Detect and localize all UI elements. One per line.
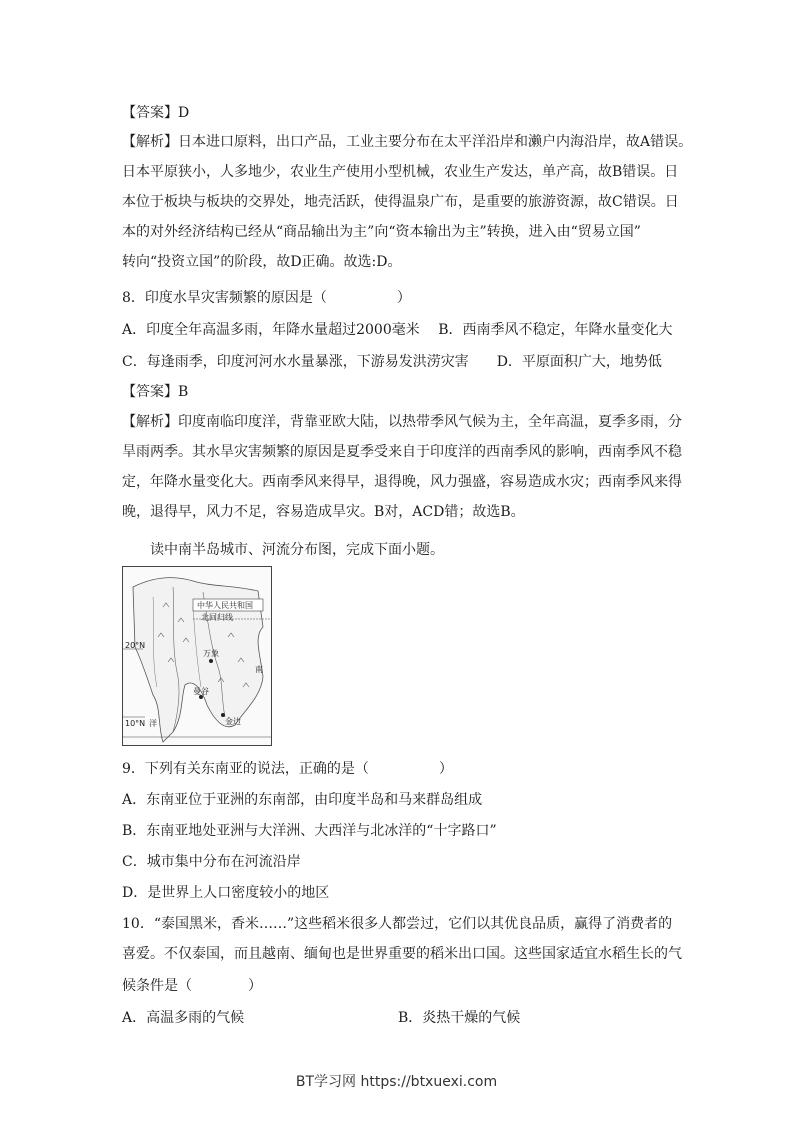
map-label-ocean: 洋: [149, 719, 157, 728]
question-9-option-b: B．东南亚地处亚洲与大洋洲、大西洋与北冰洋的“十字路口”: [122, 823, 497, 839]
question-10-stem-line: 10．“泰国黑米，香米……”这些稻米很多人都尝过，它们以其优良品质，赢得了消费者的: [122, 916, 673, 932]
analysis-line: 晚，退得早，风力不足，容易造成旱灾。B对，ACD错；故选B。: [122, 504, 525, 520]
map-label-phnompenh: 金边: [225, 717, 241, 726]
analysis-line: 日本平原狭小，人多地少，农业生产使用小型机械，农业生产发达，单产高，故B错误。日: [122, 164, 679, 180]
map-label-20n: 20°N: [125, 641, 146, 650]
answer-label: 【答案】D: [122, 105, 190, 121]
question-10-option-b: B．炎热干燥的气候: [398, 1010, 521, 1026]
analysis-line: 本位于板块与板块的交界处，地壳活跃，使得温泉广布，是重要的旅游资源，故C错误。日: [122, 194, 679, 210]
question-10-stem-line: 候条件是（ ）: [122, 978, 262, 994]
analysis-line: 定，年降水量变化大。西南季风来得早，退得晚，风力强盛，容易造成水灾；西南季风来得: [122, 474, 682, 490]
indochina-map: [122, 566, 272, 746]
footer-watermark: BT学习网 https://btxuexi.com: [295, 1074, 498, 1090]
map-label-tropic: 北回归线: [201, 613, 233, 622]
answer-label: 【答案】B: [122, 384, 189, 400]
analysis-line: 【解析】日本进口原料，出口产品，工业主要分布在太平洋沿岸和濑户内海沿岸，故A错误。: [122, 134, 693, 150]
question-9-option-d: D．是世界上人口密度较小的地区: [122, 885, 330, 901]
map-label-vientiane: 万象: [203, 649, 219, 658]
question-9-option-c: C．城市集中分布在河流沿岸: [122, 854, 301, 870]
question-10-stem-line: 喜爱。不仅泰国，而且越南、缅甸也是世界重要的稻米出口国。这些国家适宜水稻生长的气: [122, 946, 682, 962]
map-intro: 读中南半岛城市、河流分布图，完成下面小题。: [150, 542, 444, 558]
question-8-options-cd: C．每逢雨季，印度河河水水量暴涨，下游易发洪涝灾害 D．平原面积广大，地势低: [122, 354, 662, 370]
map-label-10n: 10°N: [125, 719, 146, 728]
map-label-south: 南: [255, 665, 263, 674]
analysis-line: 转向“投资立国”的阶段，故D正确。故选:D。: [122, 254, 402, 270]
analysis-line: 本的对外经济结构已经从“商品输出为主”向“资本输出为主”转换，进入由“贸易立国”: [122, 224, 641, 240]
question-10-option-a: A．高温多雨的气候: [122, 1010, 245, 1026]
map-label-china: 中华人民共和国: [197, 601, 253, 610]
question-8-options-ab: A．印度全年高温多雨，年降水量超过2000毫米 B．西南季风不稳定，年降水量变化大: [122, 322, 673, 338]
analysis-line: 旱雨两季。其水旱灾害频繁的原因是夏季受来自于印度洋的西南季风的影响，西南季风不稳: [122, 444, 682, 460]
question-9-stem: 9．下列有关东南亚的说法，正确的是（ ）: [122, 761, 453, 777]
question-9-option-a: A．东南亚位于亚洲的东南部，由印度半岛和马来群岛组成: [122, 792, 483, 808]
map-drawing: [123, 567, 272, 746]
question-8-stem: 8．印度水旱灾害频繁的原因是（ ）: [122, 290, 411, 306]
map-label-bangkok: 曼谷: [193, 687, 209, 696]
analysis-line: 【解析】印度南临印度洋，背靠亚欧大陆，以热带季风气候为主，全年高温，夏季多雨，分: [122, 414, 682, 430]
